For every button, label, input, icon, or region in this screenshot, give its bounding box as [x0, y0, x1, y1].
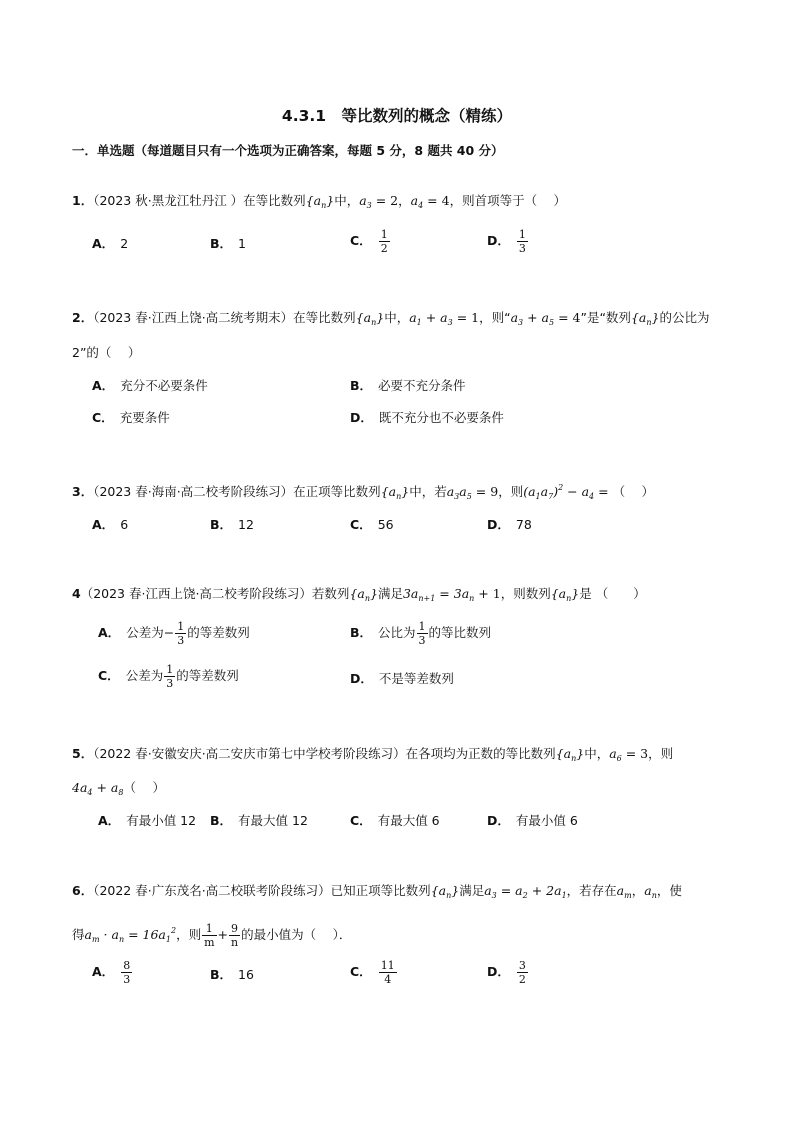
option-a[interactable]: A． $\frac{8}{3}$	[92, 959, 131, 986]
option-d[interactable]: D． 78	[487, 517, 532, 532]
sequence-symbol: $\{a_n\}$	[305, 193, 335, 210]
question-source: （2023 秋·黑龙江牡丹江 ）在等比数列	[93, 193, 306, 208]
question-number: 3．	[72, 484, 94, 499]
fraction: $\frac{9}{n}$	[231, 922, 239, 949]
option-c[interactable]: C． $\frac{1}{2}$	[350, 228, 388, 255]
option-b[interactable]: B． 有最大值 12	[210, 813, 308, 828]
fraction: $\frac{1}{3}$	[518, 228, 526, 255]
option-c[interactable]: C． $\frac{11}{4}$	[350, 959, 395, 986]
option-b[interactable]: B． 12	[210, 517, 254, 532]
option-a[interactable]: A． 公差为− $\frac{1}{3}$ 的等差数列	[98, 620, 250, 647]
question-number: 6．	[72, 883, 94, 898]
product-condition: $a_m \cdot a_n = 16a_1^2$	[84, 926, 177, 944]
option-c[interactable]: C． 公差为 $\frac{1}{3}$ 的等差数列	[98, 663, 239, 690]
fraction: $\frac{1}{3}$	[177, 620, 185, 647]
option-d[interactable]: D． 不是等差数列	[350, 671, 454, 686]
condition-a4: $a_4 = 4$	[410, 193, 450, 210]
condition-recurrence: $a_3 = a_2 + 2a_1$	[484, 883, 567, 900]
sequence-symbol: $\{a_n\}$	[550, 586, 580, 603]
sequence-symbol: $\{a_n\}$	[430, 883, 460, 900]
condition-a3: $a_3 = 2$	[359, 193, 399, 210]
fraction: $\frac{8}{3}$	[123, 959, 131, 986]
option-c[interactable]: C． 充要条件	[92, 410, 170, 425]
sequence-symbol: $\{a_n\}$	[555, 746, 585, 763]
question-2: 2．（2023 春·江西上饶·高二统考期末）在等比数列$\{a_n\}$中，$a_1 + a_3 = 1$，则“$a_3 + a_5 = 4$”是“数列$\{a_n\}$的公比为	[72, 310, 710, 327]
sequence-symbol: $\{a_n\}$	[380, 484, 410, 501]
fraction: $\frac{1}{3}$	[166, 663, 174, 690]
question-source: （2023 春·江西上饶·高二统考期末）在等比数列	[93, 310, 356, 325]
question-5-line-2: $4a_4 + a_8$（ ）	[72, 780, 165, 797]
fraction: $\frac{1}{2}$	[380, 228, 388, 255]
question-1: 1．（2023 秋·黑龙江牡丹江 ）在等比数列$\{a_n\}$中，$a_3 = 2$，$a_4 = 4$，则首项等于（ ）	[72, 193, 567, 210]
page-title: 4.3.1 等比数列的概念（精练）	[281, 107, 513, 125]
option-d[interactable]: D． 有最小值 6	[487, 813, 578, 828]
fraction: $\frac{1}{m}$	[204, 922, 215, 949]
section-heading: 一．单选题（每道题目只有一个选项为正确答案，每题 5 分，8 题共 40 分）	[72, 143, 504, 158]
option-a[interactable]: A． 6	[92, 517, 129, 532]
question-3: 3．（2023 春·海南·高二校考阶段练习）在正项等比数列$\{a_n\}$中，若$a_3a_5 = 9$，则$(a_1a_7)^2 - a_4$ = （ ）	[72, 483, 655, 501]
question-6-line-2: 得$a_m \cdot a_n = 16a_1^2$，则 $\frac{1}{m}$ + $\frac{9}{n}$ 的最小值为（ ）．	[72, 922, 352, 949]
recurrence-relation: $3a_{n+1} = 3a_n + 1$	[402, 586, 501, 603]
option-b[interactable]: B． 16	[210, 967, 254, 982]
question-2-line-2: 2”的（ ）	[72, 345, 141, 360]
option-b[interactable]: B． 公比为 $\frac{1}{3}$ 的等比数列	[350, 620, 492, 647]
fraction: $\frac{3}{2}$	[518, 959, 526, 986]
question-number: 5．	[72, 746, 94, 761]
fraction: $\frac{11}{4}$	[380, 959, 395, 986]
sequence-symbol: $\{a_n\}$	[630, 310, 660, 327]
question-number: 1．	[72, 193, 94, 208]
sequence-symbol: $\{a_n\}$	[355, 310, 385, 327]
fraction: $\frac{1}{3}$	[418, 620, 426, 647]
condition-a6: $a_6 = 3$	[609, 746, 649, 763]
question-number: 4	[72, 586, 81, 601]
option-c[interactable]: C． 有最大值 6	[350, 813, 440, 828]
option-d[interactable]: D． 既不充分也不必要条件	[350, 410, 504, 425]
target-expression: $(a_1a_7)^2 - a_4$ =	[523, 483, 613, 501]
question-source: （2022 春·广东茂名·高二校联考阶段练习）已知正项等比数列	[93, 883, 431, 898]
question-source: （2022 春·安徽安庆·高二安庆市第七中学校考阶段练习）在各项均为正数的等比数列	[93, 746, 556, 761]
option-b[interactable]: B． 必要不充分条件	[350, 378, 466, 393]
option-b[interactable]: B． 1	[210, 236, 246, 251]
question-5: 5．（2022 春·安徽安庆·高二安庆市第七中学校考阶段练习）在各项均为正数的等比数列$\{a_n\}$中，$a_6 = 3$，则	[72, 746, 674, 763]
question-stem-tail: ，则首项等于（ ）	[449, 193, 567, 208]
question-6: 6．（2022 春·广东茂名·高二校联考阶段练习）已知正项等比数列$\{a_n\}$满足$a_3 = a_2 + 2a_1$，若存在$a_m$，$a_n$，使	[72, 883, 682, 900]
option-a[interactable]: A． 有最小值 12	[98, 813, 197, 828]
question-source: （2023 春·海南·高二校考阶段练习）在正项等比数列	[93, 484, 381, 499]
question-source: （2023 春·江西上饶·高二校考阶段练习）若数列	[80, 586, 350, 601]
condition-sum-2: $a_3 + a_5 = 4$	[510, 310, 581, 327]
question-4: 4（2023 春·江西上饶·高二校考阶段练习）若数列$\{a_n\}$满足$3a_{n+1} = 3a_n + 1$，则数列$\{a_n\}$是 （ ）	[72, 586, 646, 603]
option-a[interactable]: A． 充分不必要条件	[92, 378, 208, 393]
condition-product: $a_3a_5 = 9$	[446, 484, 499, 501]
option-d[interactable]: D． $\frac{3}{2}$	[487, 959, 526, 986]
condition-sum: $a_1 + a_3 = 1$	[409, 310, 480, 327]
option-a[interactable]: A． 2	[92, 236, 129, 251]
question-number: 2．	[72, 310, 94, 325]
sequence-symbol: $\{a_n\}$	[349, 586, 378, 603]
option-d[interactable]: D． $\frac{1}{3}$	[487, 228, 526, 255]
option-c[interactable]: C． 56	[350, 517, 394, 532]
